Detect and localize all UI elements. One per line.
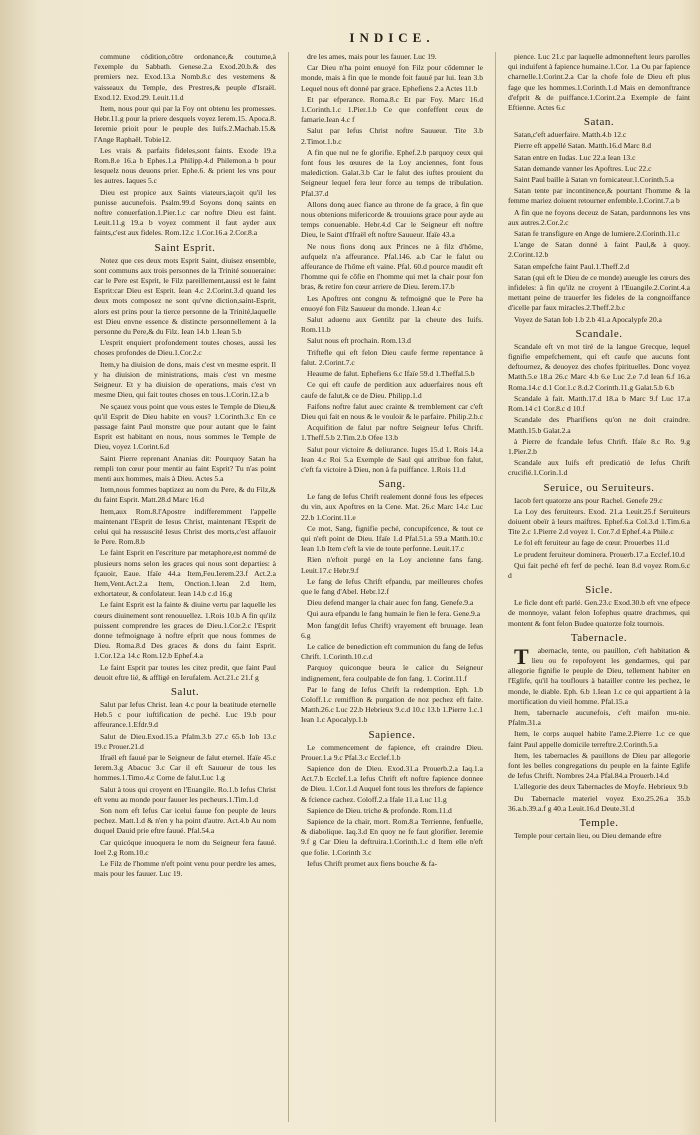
- index-entry: Item,nous fommes baptizez au nom du Pere, & du Filz,& du faint Esprit. Matt.28.d Marc 16.d: [94, 485, 276, 505]
- index-entry: Saint Paul baille à Satan vn fornicateur.1.Corinth.5.a: [514, 175, 674, 185]
- index-entry: Le commencement de fapience, eft craindre Dieu. Prouer.1.a 9.c Pfal.3.c Ecclef.1.b: [301, 742, 483, 762]
- index-entry: Triftefle qui eft felon Dieu caufe ferme repentance à falut. 2.Corint.7.c: [301, 347, 483, 367]
- running-head: INDICE.: [349, 30, 435, 45]
- index-entry: Le faint Esprit est la fainte & diuine vertu par laquelle les cœurs diuinement sont renouuellez. 1.Rois 10.b A fin qu'ilz puissent comprendre les graces de Dieu.1.Cor.2.c l'Esprit donne tefmoignage à noftre efprit que nous fommes de Dieu. Roma.8.d Des graces & dons du faint Esprit. 1.Cor.12.a 14.c Rom.12.b Ephef.4.a: [94, 600, 276, 661]
- index-entry: L'allegorie des deux Tabernacles de Moyfe. Hebrieux 9.b: [514, 782, 688, 792]
- index-entry: Dieu defend manger la chair auec fon fang. Genefe.9.a: [307, 598, 474, 608]
- index-entry: Item, les tabernacles & pauillons de Dieu par allegorie font les belles congregations du peuple en la fainte Eglife de Iefus Chrift. Nombres 24.a Pfal.84.a Prouerb.14.d: [508, 750, 690, 781]
- index-entry: Salut de Dieu.Exod.15.a Pfalm.3.b 27.c 65.b Iob 13.c 19.c Prouer.21.d: [94, 731, 276, 751]
- column-right: [508, 52, 690, 1122]
- index-entry: Parquoy quiconque beura le calice du Seigneur indignement, fera coulpable de fon fang. 1. Corint.11.f: [301, 663, 483, 683]
- index-entry: Par le fang de Iefus Chrift la redemption. Eph. 1.b Coloff.1.c remiffion & purgation de noz pechez eft faite. Matth.26.c Luc 22.b Hebrieux 9.c.d 10.c 13.b 1.Pierre 1.c.1 Iean 1.c Apocalyp.1.b: [301, 684, 483, 725]
- index-entry: Le calice de benediction eft communion du fang de Iefus Chrift. 1.Corinth.10.c.d: [301, 641, 483, 662]
- index-heading: Satan.: [583, 116, 615, 129]
- index-entry: Acquifition de falut par noftre Seigneur Iefus Chrift. 1.Theff.5.b 2.Tim.2.b Ofee 13.b: [301, 423, 483, 443]
- index-entry: Le faint Esprit par toutes les citez predit, que faint Paul deuoit eftre lié, & affligé en Ierufalem. Act.21.c 21.f g: [94, 662, 276, 682]
- index-entry: Satan entre en Iudas. Luc 22.a Iean 13.c: [514, 152, 636, 162]
- index-entry: Ce qui eft caufe de perdition aux aduerfaires nous eft caufe de falut,& ce de Dieu. Philipp.1.d: [301, 380, 483, 400]
- index-entry: L'esprit enquiert profondement toutes choses, aussi les choses profondes de Dieu.1.Cor.2.c: [94, 338, 276, 358]
- index-entry: Tabernacle, tente, ou pauillon, c'eft habitation & lieu ou fe repofoyent les gendarmes, qui par allegorie fignifie le peuple de Dieu, tellement habiter en l'Eglife, qu'il ha touflours à batailler contre les pechez, le monde, le diable. Eph. 6.b 1.Iean 1.c ce qui appartient à la mortification du vieil homme. Pfal.15.a: [508, 643, 690, 706]
- column-middle: [301, 52, 483, 1122]
- index-entry: Item, nous pour qui par la Foy ont obtenu les promesses. Hebr.11.g pour la priere desquels voyez Ierem.15. Apoca.8. Ieremie prioit pour le peuple des Iuifs.2.Machab.15.& l'Ange Raphaël. Tobie12.: [94, 104, 276, 144]
- index-heading: Saint Esprit.: [154, 241, 216, 254]
- index-entry: Car quicóque inuoquera le nom du Seigneur fera fauué. Ioel 2.g Rom.10.c: [94, 837, 276, 857]
- index-entry: Item, le corps auquel habite l'ame.2.Pierre 1.c ce que faint Paul appelle domicile terreftre.2.Corinth.5.a: [508, 729, 690, 749]
- index-entry: à Pierre de fcandale Iefus Chrift. Ifaïe 8.c Ro. 9.g 1.Pier.2.b: [508, 436, 690, 456]
- index-heading: Seruice, ou Seruiteurs.: [543, 481, 655, 494]
- index-entry: Qui aura efpandu le fang humain le fien le fera. Gene.9.a: [307, 609, 481, 619]
- index-entry: Et par efperance. Roma.8.c Et par Foy. Marc 16.d 1.Corinth.1.c 1.Pier.1.b Ce que confeffent ceux de famarie.Iean 4.c f: [301, 94, 483, 125]
- index-entry: Ce mot, Sang, fignifie peché, concupifcence, & tout ce qui n'eft point de Dieu. Ifaïe 1.d Pfal.51.a 59.a Matth.10.c Iean 1.b Item c'eft la vie de toute perfonne. Leuit.17.c: [301, 523, 483, 554]
- column-divider: [288, 52, 289, 1122]
- index-entry: Les Apoftres ont congnu & tefmoigné que le Pere ha enuoyé fon Filz Sauueur du monde. 1.Iean 4.c: [301, 293, 483, 313]
- index-entry: Sapience de la chair, mort. Rom.8.a Terrienne, fenfuelle, & diabolique. Iaq.3.d En quoy ne fe faut glorifier. Ieremie 9.f g Car Dieu la deftruira.1.Corinth.1.c d Item elle n'eft que folie. 1.Corinth 3.c: [301, 817, 483, 857]
- index-entry: Ne sçauez vous point que vous estes le Temple de Dieu,& qu'il Esprit de Dieu habite en vous? 1.Corinth.3.c En ce passage faint Paul monstre que pour autant que le faint Esprit est habitant en nous, nous sommes le Temple de Dieu, voyez 1.Corint.6.d: [94, 401, 276, 452]
- index-entry: commune códition,cőtre ordonance,& coutume,à l'exemple du Sabbath. Genese.2.a Exod.20.b.& des premiers nez. Exod.13.a Nomb.8.c des vestemens & vaisseaux du Temple, des Prestres,& peuple d'Israël. Exod.12. Exod.29. Leuit.11.d: [94, 52, 276, 102]
- index-entry: Faifons noftre falut auec crainte & tremblement car c'eft Dieu qui fait en nous & le vouloir & le parfaire. Philip.2.b.c: [301, 401, 483, 421]
- index-entry: Salut par Iefus Christ. Iean 4.c pour la beatitude eternelle Heb.5 c pour iuftification de peché. Luc 19.b pour affeurance.1.Efdr.9.d: [94, 699, 276, 730]
- index-entry: A fin que ne foyons deceuz de Satan, pardonnons les vns aux autres.2.Cor.2.c: [508, 207, 690, 227]
- index-entry: Voyez de Satan Iob 1.b 2.b 41.a Apocalypfe 20.a: [514, 314, 662, 324]
- index-entry: Item,y ha diuision de dons, mais c'est vn mesme esprit. Il y ha diuision de ministrations, mais c'est vn mesme Seigneur. Et y ha diuision de operations, mais c'est vn mesme Dieu, qui fait toutes choses en tous.1.Corin.12.a b: [94, 359, 276, 400]
- index-heading: Sapience.: [368, 728, 416, 741]
- index-entry: Le faint Esprit en l'escriture par metaphore,est nommé de plusieurs noms selon les graces qui nous sont departies: à fçauoir, Eaue. Ifaïe 44.a Item,Feu.Ierem.23.f Act.2.a Item,Vent.Act.2.a Item, Onction.1.Iean 2.d Item, exhortateur, & confolateur. Iean 14.b c.d 16.g: [94, 548, 276, 599]
- index-entry: Rien n'eftoit purgé en la Loy ancienne fans fang. Leuit.17.c Hebr.9.f: [301, 555, 483, 575]
- index-entry: pience. Luc 21.c par laquelle admonneftent leurs parolles qui induifent à fapience humaine.1.Cor. 1.a Ou par fapience charnelle.1.Corint.2.a Car la chofe fole de Dieu eft plus fage que les hommes.1.Corinth.1.d Mais en demonftrance d'efprit & de puiffance.1.Corint.2.a Exemple de faint Eftienne. Actes 6.c: [508, 52, 690, 113]
- index-entry: Le fol eft feruiteur au fage de cœur. Prouerbes 11.d: [514, 538, 670, 548]
- index-entry: Les vrais & parfaits fideles,sont faints. Exode 19.a Rom.8.e 16.a b Ephes.1.a Philipp.4.d Philemon.a b pour lesquelz nous deuons prier. Ephe.6. & prient les vns pour les autres. Iaques 5.c: [94, 145, 276, 186]
- index-entry: Le prudent feruiteur dominera. Prouerb.17.a Ecclef.10.d: [514, 549, 685, 559]
- index-entry: Salut par Iefus Christ noftre Sauueur. Tite 3.b 2.Timot.1.b.c: [301, 126, 483, 146]
- index-entry: dre les ames, mais pour les fauuer. Luc 19.: [307, 52, 437, 61]
- index-entry: Satan empefche faint Paul.1.Theff.2.d: [514, 261, 630, 271]
- index-entry: Salut nous eft prochain. Rom.13.d: [307, 336, 411, 346]
- index-entry: Pierre eft appellé Satan. Matth.16.d Marc 8.d: [514, 141, 652, 151]
- index-entry: Saint Pierre reprenant Ananias dit: Pourquoy Satan ha rempli ton cœur pour mentir au faint Esprit? Tu n'as point menti aux hommes, mais à Dieu. Actes 5.a: [94, 453, 276, 483]
- index-entry: La Loy des feruiteurs. Exod. 21.a Leuit.25.f Seruiteurs doiuent obeïr à leurs maiftres. Ephef.6.a Col.3.d 1.Tim.6.a Tite 2.c 1.Pierre 2.d voyez 1. Cor.7.d Ephef.4.a Phile.c: [508, 506, 690, 537]
- index-entry: Allons donq auec fiance au throne de fa grace, à fin que nous obtenions mifericorde & trouuions grace pour ayde au temps conuenable. Hebr.4.d Car le Seigneur eft noftre Dieu, le Saint d'Ifraël eft noftre Sauueur. Ifaïe 43.a: [301, 199, 483, 240]
- index-entry: Du Tabernacle materiel voyez Exo.25.26.a 35.b 36.a.b.39.a.f g 40.a Leuit.16.d Deute.31.d: [508, 793, 690, 813]
- index-entry: Satan demande vanner les Apoftres. Luc 22.c: [514, 163, 652, 173]
- index-entry: Dieu est propice aux Saints viateurs,iaçoit qu'il les punisse aucunefois. Psalm.99.d Soyons donq saints en noftre conuerfation.1.Pier.1.c car noftre Dieu est faint. Leuit.11.g 19.a b voyez comment il faut ayder aux faints,c'est aux fideles. Rom.12.c 1.Cor.16.a 2.Cor.8.a: [94, 187, 276, 238]
- index-heading: Sang.: [378, 478, 406, 491]
- index-entry: Le fang de Iefus Chrift efpandu, par meilleures chofes que le fang d'Abel. Hebr.12.f: [301, 576, 483, 596]
- index-entry: Ne nous fions donq aux Princes ne à filz d'hőme, aufquelz n'a affeurance. Pfal.146. a.b Car le falut ou affeurance de l'hőme eft vaine. Pfal. 60.d pource maudit eft l'homme qui fe cőfie en l'homme qui met la chair pour fon bras, & retire fon cœur arriere de Dieu. Ierem.17.b: [301, 241, 483, 292]
- index-entry: Mon fang(dit Iefus Chrift) vrayement eft bruuage. Iean 6.g: [301, 620, 483, 640]
- index-entry: Notez que ces deux mots Esprit Saint, diuisez ensemble, sont communs aux trois personnes de la Trinité souueraine: car le Pere est Esprit, le Filz pareillement,aussi est le faint Esprit:car Dieu est Esprit. Iean 4.c 2.Corint.3.d quand les deux mots composez ne sont qu'vne diction,saint-Esprit, alors est prins pour la tierce personne de la Trinité,laquelle est Dieu envne essence & distincte personnellement à la personne du Pere,& du Filz. Iean 14.b 1.Iean 5.b: [94, 255, 276, 337]
- column-divider: [495, 52, 496, 1122]
- index-entry: Satan tente par incontinence,& pourtant l'homme & la femme mariez doiuent retourner enfemble.1.Corint.7.a b: [508, 186, 690, 206]
- index-entry: Iefus Chrift promet aux fiens bouche & fa-: [307, 858, 438, 868]
- index-entry: Le ficle dont eft parlé. Gen.23.c Exod.30.b eft vne efpece de monnoye, valant felon Iofephus quatre drachmes, qui montent & font felon Budee quatorze folz tournois.: [508, 598, 690, 628]
- index-entry: Heaume de falut. Ephefiens 6.c Ifaïe 59.d 1.Theffal.5.b: [307, 369, 475, 379]
- index-entry: Salut aduenu aux Gentilz par la cheute des Iuifs. Rom.11.b: [301, 315, 483, 335]
- index-entry: Le fang de Iefus Chrift realement donné fous les efpeces du vin, aux Apoftres en la Cene. Mat. 26.c Marc 14.c Luc 22.b 1.Corint.11.e: [301, 492, 483, 522]
- index-entry: Temple pour certain lieu, ou Dieu demande eftre: [514, 831, 662, 840]
- index-entry: Car Dieu n'ha point enuoyé fon Filz pour cődemner le monde, mais à fin que le monde foit fauué par lui. Iean 3.b Lequel nous eft donné par grace. Ephefiens 2.a Actes 11.b: [301, 63, 483, 93]
- index-heading: Salut.: [170, 685, 200, 698]
- index-entry: Sapience don de Dieu. Exod.31.a Prouerb.2.a Iaq.1.a Act.7.b Ecclef.1.a Iefus Chrift eft noftre fapience donnee de Dieu. 1.Cor.1.d Auquel font tous les threfors de fapience & fcience cachez. Coloff.2.a Ifaïe 11.a Luc 11.g: [301, 764, 483, 804]
- index-heading: Sicle.: [585, 584, 613, 597]
- index-entry: Item,aux Rom.8.l'Apostre indifferemment l'appelle maintenant l'Esprit de Iesus Christ, maintenant l'Esprit de celui qui ha ressuscité Iesus Christ des morts,c'est affauoir le Pere. Rom.8.b: [94, 506, 276, 547]
- index-entry: Satan,c'eft aduerfaire. Matth.4.b 12.c: [514, 130, 627, 140]
- index-heading: Temple.: [579, 817, 619, 829]
- index-entry: Iacob fert quatorze ans pour Rachel. Genefe 29.c: [514, 495, 663, 505]
- index-entry: Satan (qui eft le Dieu de ce monde) aueugle les cœurs des infideles: à fin qu'ilz ne croyent à l'Euangile.2.Corint.4.a mettant peine de trauerfer les fideles de la congnoiffance d'icelle par faux miracles.2.Theff.2.b.c: [508, 272, 690, 313]
- index-entry: A fin que nul ne fe glorifie. Ephef.2.b parquoy ceux qui font fous les œuures de la Loy anciennes, font fous malediction. Galat.3.b Car le falut des iuftes prouient du Seigneur lequel fera leur force au temps de tribulation. Pfal.37.d: [301, 147, 483, 198]
- index-heading: Tabernacle.: [570, 631, 628, 644]
- index-entry: Scandale eft vn mot tiré de la langue Grecque, lequel fignifie empefchement, qui eft caufe que aucuns font deftournez, & deuoyez des chofes fpirituelles. Donc voyez Matth.5.e 18.a 26.c Marc 4.b 6.e Luc 2.e 7.d Iean 6.f 16.a Roma.14.c d.1 Cor.1.c 8.d.2 Corinth.11.g Galat.5.b 6.b: [508, 341, 690, 392]
- index-entry: Scandale à fait. Matth.17.d 18.a b Marc 9.f Luc 17.a Rom.14 c1 Cor.8.c d 10.f: [508, 393, 690, 414]
- index-entry: Ifraël eft fauué par le Seigneur de falut eternel. Ifaïe 45.c Ierem.3.g Abacuc 3.c Car il eft Sauueur de tous les hommes.1.Timo.4.c Corne de falut.Luc 1.g: [94, 753, 276, 783]
- column-left: [94, 52, 276, 1122]
- text-columns: [94, 52, 690, 1122]
- index-entry: Salut pour victoire & deliurance. Iuges 15.d 1. Rois 14.a Iean 4.c Roi 5.a Exemple de Saul qui attribue fon falut, c'eft fa victoire à Dieu, non à fa puiffance. 1.Rois 11.d: [301, 444, 483, 474]
- index-entry: Sapience de Dieu. triche & profonde. Rom.11.d: [307, 805, 452, 815]
- index-entry: Satan fe transfigure en Ange de lumiere.2.Corinth.11.c: [514, 229, 680, 239]
- index-entry: Scandale aux Iuifs eft predicatió de Iefus Chrift crucifié.1.Corin.1.d: [508, 458, 690, 478]
- index-entry: Son nom eft Iefus Car icelui fauue fon peuple de leurs pechez. Matt.1.d & n'en y ha point d'autre. Act.4.b Au nom duquel Dauid prie eftre fauué. Pfal.54.a: [94, 806, 276, 836]
- index-entry: Item, tabernacle aucunefois, c'eft maifon mu-nie. Pfalm.31.a: [508, 707, 690, 728]
- index-heading: Scandale.: [575, 327, 623, 340]
- index-entry: Qui fait peché eft ferf de peché. Iean 8.d voyez Rom.6.c d: [508, 560, 690, 580]
- index-entry: Le Filz de l'homme n'eft point venu pour perdre les ames, mais pour les fauuer. Luc 19.: [94, 859, 276, 879]
- index-entry: Salut à tous qui croyent en l'Euangile. Ro.1.b Iefus Christ eft venu au monde pour fauuer les pecheurs.1.Tim.1.d: [94, 784, 276, 804]
- index-entry: Scandale des Pharifiens qu'on ne doit craindre. Matth.15.b Galat.2.a: [508, 415, 690, 435]
- index-entry: L'ange de Satan donné à faint Paul,& à quoy. 2.Corint.12.b: [508, 240, 690, 260]
